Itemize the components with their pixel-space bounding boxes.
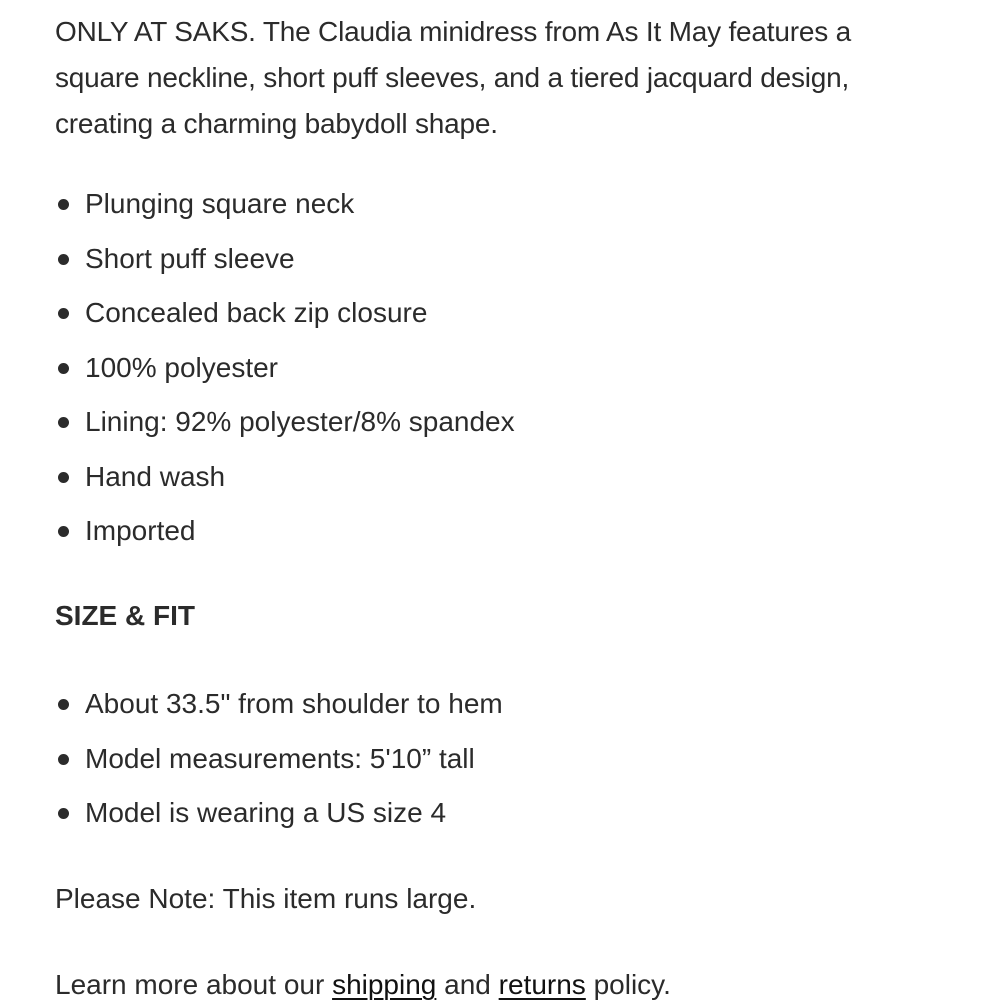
list-item (55, 460, 515, 515)
list-item-text: Concealed back zip closure (85, 297, 428, 328)
list-item (55, 351, 515, 406)
bullet-icon (58, 526, 69, 537)
policy-middle: and (436, 969, 499, 1000)
list-item-text: Lining: 92% polyester/8% spandex (85, 406, 515, 437)
bullet-icon (58, 699, 69, 710)
product-details-list (55, 187, 515, 569)
bullet-icon (58, 254, 69, 265)
size-fit-list (55, 687, 503, 851)
returns-link[interactable]: returns (498, 969, 586, 1000)
policy-text (55, 967, 671, 1000)
list-item (55, 796, 503, 851)
list-item-text: Hand wash (85, 460, 226, 492)
list-item (55, 187, 515, 242)
bullet-icon (58, 308, 69, 319)
bullet-icon (58, 472, 69, 483)
list-item-text: Short puff sleeve (85, 242, 295, 274)
bullet-icon (58, 808, 69, 819)
size-fit-heading: SIZE & FIT (55, 600, 195, 631)
bullet-icon (58, 199, 69, 210)
list-item-text: Model measurements: 5'10” tall (85, 742, 475, 774)
bullet-icon (58, 363, 69, 374)
list-item-text: Imported (85, 515, 196, 546)
bullet-icon (58, 417, 69, 428)
list-item (55, 296, 515, 351)
policy-prefix: Learn more about our (55, 969, 333, 1000)
list-item (55, 405, 515, 460)
list-item-text: Model is wearing a US size 4 (85, 797, 447, 828)
sizing-note: Please Note: This item runs large. (55, 883, 477, 914)
shipping-link[interactable]: shipping (332, 969, 437, 1000)
list-item (55, 742, 503, 797)
list-item-text: About 33.5" from shoulder to hem (85, 688, 503, 719)
list-item (55, 687, 503, 742)
list-item (55, 514, 515, 569)
bullet-icon (58, 754, 69, 765)
list-item (55, 242, 515, 297)
list-item-text: Plunging square neck (85, 188, 355, 219)
list-item-text: 100% polyester (85, 351, 279, 383)
product-intro-text: ONLY AT SAKS. The Claudia minidress from As It May features a square neckline, short puff sleeves, and a tiered jacquard design, creating a charming babydoll shape. (55, 16, 851, 139)
policy-suffix: policy. (585, 969, 671, 1000)
